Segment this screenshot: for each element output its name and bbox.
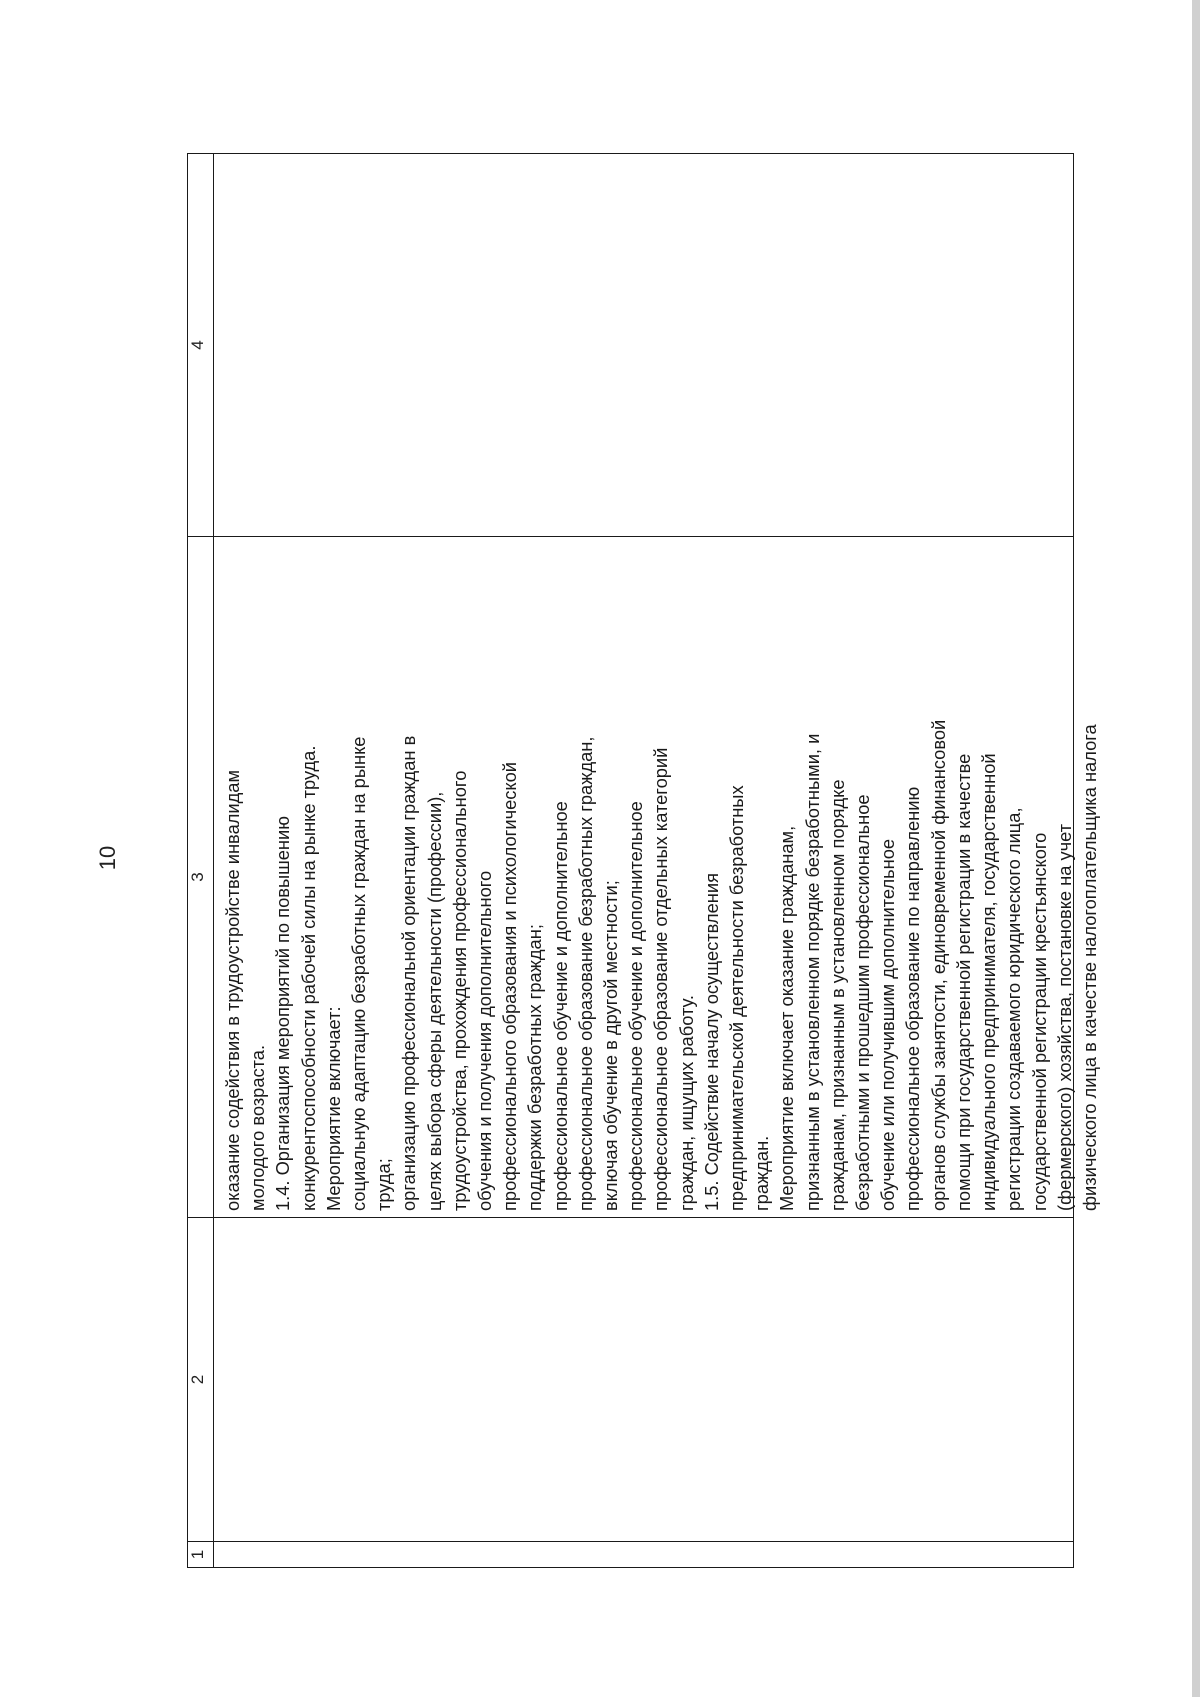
cell-col-1: [214, 1542, 1074, 1568]
text-line: органов службы занятости, единовременной финансовой: [927, 719, 949, 1211]
text-line: целях выбора сферы деятельности (профессии),: [423, 791, 445, 1211]
text-line: поддержки безработных граждан;: [524, 924, 546, 1211]
viewer-background-edge: [1192, 0, 1200, 1697]
cell-col-2: [214, 1218, 1074, 1542]
text-line: помощи при государственной регистрации в качестве: [952, 753, 974, 1211]
text-line: включая обучение в другой местности;: [600, 880, 622, 1211]
text-line: оказание содействия в трудоустройстве инвалидам: [222, 769, 243, 1211]
text-line: регистрации создаваемого юридического лица,: [1003, 807, 1025, 1211]
text-line: профессиональное образование отдельных категорий: [650, 747, 672, 1211]
header-col-3: 3: [188, 537, 214, 1218]
text-line: профессиональное образование безработных граждан,: [574, 736, 596, 1211]
cell-col-4: [214, 154, 1074, 537]
text-line: индивидуального предпринимателя, государственной: [978, 753, 1000, 1211]
text-line: конкурентоспособности рабочей силы на рынке труда.: [297, 745, 319, 1211]
text-line: организацию профессиональной ориентации граждан в: [398, 735, 420, 1211]
text-line: гражданам, признанным в установленном порядке: [826, 779, 848, 1211]
text-line: молодого возраста.: [247, 1044, 269, 1211]
rotated-table-container: [187, 158, 1100, 1568]
header-col-1: 1: [188, 1542, 214, 1568]
text-line: физического лица в качестве налогоплательщика налога: [1078, 724, 1100, 1211]
text-line: Мероприятие включает:: [322, 1006, 344, 1211]
text-line: (фермерского) хозяйства, постановке на учет: [1053, 823, 1075, 1211]
text-line: профессионального образования и психологической: [499, 762, 521, 1211]
text-line: профессиональное образование по направлению: [902, 786, 924, 1211]
text-line: обучение или получившим дополнительное: [877, 838, 899, 1211]
table-row: [214, 154, 1074, 1568]
text-line: граждан, ищущих работу.: [675, 995, 697, 1211]
text-line: профессиональное обучение и дополнительное: [625, 801, 647, 1211]
cell-col-3: [214, 537, 1100, 1218]
text-line: признанным в установленном порядке безработными, и: [801, 733, 823, 1211]
text-line: социальную адаптацию безработных граждан на рынке: [348, 736, 370, 1211]
text-line: предпринимательской деятельности безработных: [726, 785, 748, 1211]
data-table: [187, 153, 1100, 1568]
text-line: профессиональное обучение и дополнительное: [549, 801, 571, 1211]
page-number: 10: [95, 845, 120, 871]
col-3-text: [214, 537, 1100, 1217]
header-col-2: 2: [188, 1218, 214, 1542]
text-line: труда;: [373, 1158, 395, 1211]
text-line: трудоустройства, прохождения профессионального: [448, 770, 470, 1211]
text-line: граждан.: [751, 1135, 773, 1211]
text-line: Мероприятие включает оказание гражданам,: [776, 825, 798, 1211]
text-line: 1.5. Содействие началу осуществления: [700, 872, 722, 1211]
header-col-4: 4: [188, 154, 214, 537]
text-line: безработными и прошедшим профессиональное: [852, 794, 874, 1211]
text-line: государственной регистрации крестьянского: [1028, 832, 1050, 1211]
text-line: обучения и получения дополнительного: [474, 870, 496, 1211]
text-line: 1.4. Организация мероприятий по повышению: [272, 816, 294, 1211]
table-header-row: [188, 154, 214, 1568]
